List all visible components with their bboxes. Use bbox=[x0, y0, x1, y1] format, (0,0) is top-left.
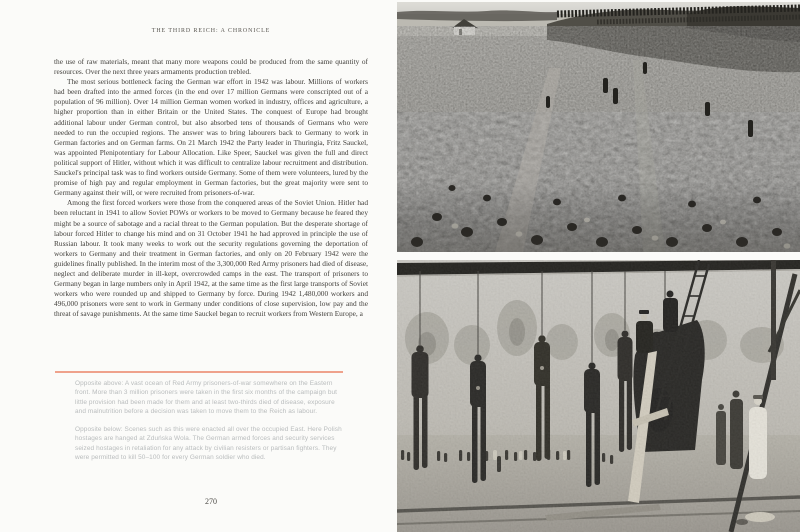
body-paragraph: Among the first forced workers were those from the conquered areas of the Soviet Union. Hitler had been reluctant in 1941 to allow Soviet POWs or workers to be moved to Germany because he feared they might be a source of sabotage and a racial threat to the German population. But the desperate shortage of labour forced Hitler to change his mind and on 31 October 1941 he had approved in principle the use of Russian labour. It took many weeks to work out the security regulations governing the deportation of workers to Germany and their treatment in German factories, and only on 20 February 1942 were the guidelines finally published. In the interim most of the 3,300,000 Red Army prisoners had died of disease, neglect and deliberate murder in ill-kept, overcrowded camps in the east. The transport of prisoners to Germany began in large numbers only in April 1942, at the same time as the first large transports of Soviet workers who were rounded up and shipped to Germany by force. During 1942 1,480,000 workers and 496,000 prisoners were sent to work in Germany under conditions of close supervision, low pay and the threat of savage punishments. At the same time Sauckel began to recruit workers from Western Europe, a bbox=[54, 198, 368, 319]
crowd-photo-illustration bbox=[397, 2, 800, 252]
body-paragraph: The most serious bottleneck facing the German war effort in 1942 was labour. Millions of workers had been drafted into the armed forces (in the end over 17 million Germans were conscripted out of a population of 96 million). Over 14 million German women worked in industry, offices and agriculture, a higher proportion than in either Britain or the United States. The conquest of Europe had brought additional labour under German control, but also absorbed tens of thousands of Germans who were needed to run the occupied regions. The answer was to bring labourers back to Germany to work in German factories and on German farms. On 21 March 1942 the Party leader in Thuringia, Fritz Sauckel, was appointed Plenipotentiary for Labour Allocation. Like Speer, Sauckel was given the full and direct political support of Hitler, without which it was difficult to centralize labour recruitment and distribution. Sauckel's principal task was to find workers outside Germany. Some of them were volunteers, lured by the promise of high pay and regular employment in German factories, but the great majority were sent to Germany against their will, or were recruited from prisoners-of-war. bbox=[54, 77, 368, 198]
running-head: THE THIRD REICH: A CHRONICLE bbox=[151, 28, 271, 34]
body-text bbox=[54, 57, 368, 319]
page-number: 270 bbox=[205, 497, 217, 506]
caption-divider-rule bbox=[55, 371, 343, 373]
red-army-prisoners-photo bbox=[397, 2, 800, 252]
caption-opposite-below: Opposite below: Scenes such as this were enacted all over the occupied East. Here Polish hostages are hanged at Zduńska Wola. The German armed forces and security services seized hostages in retaliation for any attack by civilian resisters or partisan fighters. They were permitted to kill 50–100 for every German soldier who died. bbox=[75, 426, 342, 462]
body-paragraph: the use of raw materials, meant that many more weapons could be produced from the same quantity of resources. Over the next three years armaments production trebled. bbox=[54, 57, 368, 77]
caption-opposite-above: Opposite above: A vast ocean of Red Army prisoners-of-war somewhere on the Eastern front. More than 3 million prisoners were taken in the first six months of the campaign but little provision had been made for them and at least two-thirds died of disease, exposure and malnutrition before a decision was taken to move them to the Reich as labour. bbox=[75, 380, 338, 415]
photo-captions bbox=[75, 379, 342, 462]
gallows-photo-illustration bbox=[397, 260, 800, 532]
zdunska-wola-hangings-photo bbox=[397, 260, 800, 532]
